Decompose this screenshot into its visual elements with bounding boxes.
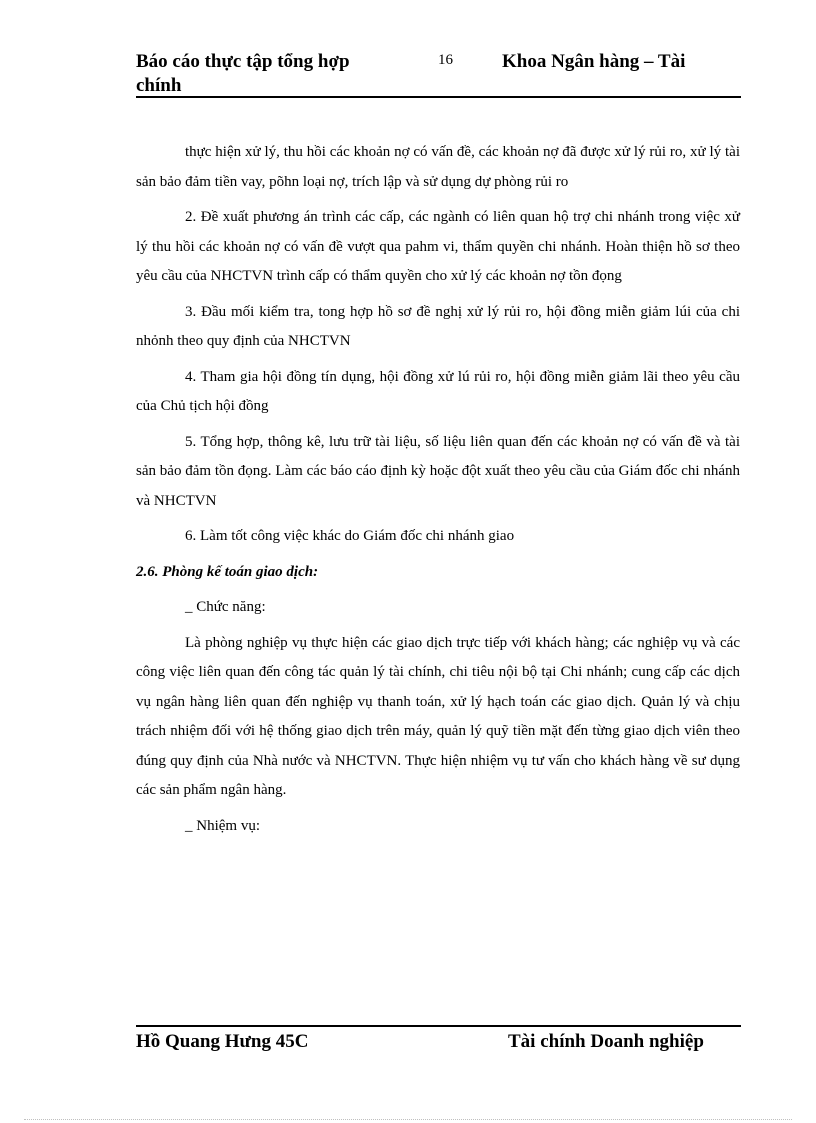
page-footer bbox=[136, 1030, 740, 1080]
function-description: Là phòng nghiệp vụ thực hiện các giao dịch trực tiếp với khách hàng; các nghiệp vụ và các công việc liên quan đến công tác quản lý tài chính, chi tiêu nội bộ tại Chi nhánh; cung cấp các dịch vụ ngân hàng liên quan đến nghiệp vụ thanh toán, xử lý hạch toán các giao dịch. Quản lý và chịu trách nhiệm đối với hệ thống giao dịch trên máy, quản lý quỹ tiền mặt đến từng giao dịch viên theo đúng quy định của Nhà nước và NHCTVN. Thực hiện nhiệm vụ tư vấn cho khách hàng về sư dụng các sản phẩm ngân hàng. bbox=[136, 634, 740, 798]
page-number: 16 bbox=[438, 52, 453, 68]
section-heading: 2.6. Phòng kế toán giao dịch: bbox=[136, 563, 319, 580]
duty-label: _ Nhiệm vụ: bbox=[185, 817, 260, 834]
paragraph-item-5: 5. Tổng hợp, thông kê, lưu trữ tài liệu, số liệu liên quan đến các khoản nợ có vấn đề và tài sản bảo đảm tồn đọng. Làm các báo cáo định kỳ hoặc đột xuất theo yêu cầu của Giám đốc chi nhánh và NHCTVN bbox=[136, 433, 740, 509]
paragraph-item-2: 2. Đề xuất phương án trình các cấp, các ngành có liên quan hộ trợ chi nhánh trong việc xử lý thu hồi các khoản nợ có vấn đề vượt qua pahm vi, thẩm quyền chi nhánh. Hoàn thiện hồ sơ theo yêu cầu của NHCTVN trình cấp có thẩm quyền cho xử lý các khoản nợ tồn đọng bbox=[136, 209, 740, 284]
header-report-title: Báo cáo thực tập tổng hợp chính bbox=[136, 51, 350, 96]
page-header bbox=[136, 48, 740, 98]
header-faculty-name: Khoa Ngân hàng – Tài bbox=[502, 51, 686, 72]
paragraph-item-6: 6. Làm tốt công việc khác do Giám đốc chi nhánh giao bbox=[185, 528, 515, 544]
paragraph-continuation: thực hiện xử lý, thu hồi các khoản nợ có vấn đề, các khoản nợ đã được xử lý rủi ro, xử lý tài sản bảo đảm tiền vay, põhn loại nợ, trích lập và sử dụng dự phòng rủi ro bbox=[136, 144, 740, 190]
page-body bbox=[136, 138, 740, 847]
footer-major: Tài chính Doanh nghiệp bbox=[508, 1031, 704, 1052]
function-label: _ Chức năng: bbox=[185, 599, 266, 615]
footer-author: Hồ Quang Hưng 45C bbox=[136, 1031, 309, 1052]
paragraph-item-4: 4. Tham gia hội đồng tín dụng, hội đồng xử lú rủi ro, hội đồng miễn giảm lãi theo yêu cầu của Chủ tịch hội đồng bbox=[136, 368, 740, 414]
header-divider bbox=[136, 96, 741, 98]
footer-divider bbox=[136, 1025, 741, 1027]
paragraph-item-3: 3. Đầu mối kiểm tra, tong hợp hồ sơ đề nghị xử lý rủi ro, hội đồng miễn giảm lúi của chi nhỏnh theo quy định của NHCTVN bbox=[136, 303, 740, 349]
page-bottom-edge bbox=[24, 1119, 792, 1120]
